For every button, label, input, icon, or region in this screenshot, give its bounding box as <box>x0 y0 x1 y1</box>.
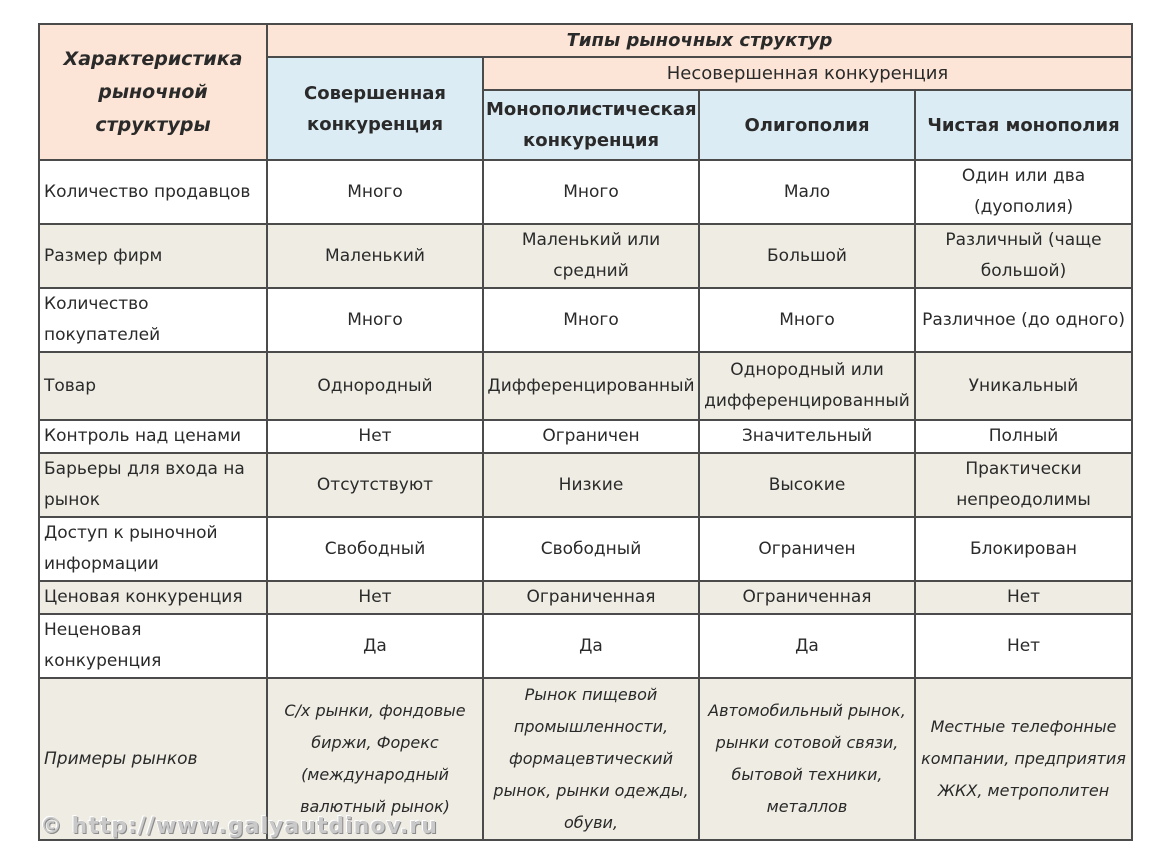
row-label: Контроль над ценами <box>39 420 267 453</box>
table-cell: Отсутствуют <box>267 453 483 517</box>
table-cell: Много <box>483 288 699 352</box>
row-label: Количество покупателей <box>39 288 267 352</box>
header-market-types: Типы рыночных структур <box>267 24 1132 57</box>
header-oligopoly: Олигополия <box>699 90 915 160</box>
table-cell: С/х рынки, фондовые биржи, Форекс (международный валютный рынок) <box>267 678 483 840</box>
table-cell: Практически непреодолимы <box>915 453 1132 517</box>
row-label: Размер фирм <box>39 224 267 288</box>
watermark: © http://www.galyautdinov.ru <box>40 814 438 839</box>
table-cell: Полный <box>915 420 1132 453</box>
row-label: Количество продавцов <box>39 160 267 224</box>
table-row <box>39 352 1132 420</box>
row-label: Неценовая конкуренция <box>39 614 267 678</box>
row-label: Барьеры для входа на рынок <box>39 453 267 517</box>
table-row <box>39 581 1132 614</box>
header-pure-monopoly: Чистая монополия <box>915 90 1132 160</box>
table-cell: Да <box>483 614 699 678</box>
table-row <box>39 224 1132 288</box>
table-cell: Свободный <box>267 517 483 581</box>
header-imperfect-competition: Несовершенная конкуренция <box>483 57 1132 90</box>
header-monopolistic-competition: Монополистическая конкуренция <box>483 90 699 160</box>
table-cell: Значительный <box>699 420 915 453</box>
row-label: Примеры рынков <box>39 678 267 840</box>
table-cell: Нет <box>267 420 483 453</box>
table-cell: Низкие <box>483 453 699 517</box>
table-cell: Ограниченная <box>483 581 699 614</box>
table-cell: Нет <box>915 581 1132 614</box>
table-cell: Автомобильный рынок, рынки сотовой связи, бытовой техники, металлов <box>699 678 915 840</box>
table-cell: Много <box>483 160 699 224</box>
table-cell: Маленький <box>267 224 483 288</box>
table-cell: Много <box>699 288 915 352</box>
table-cell: Различный (чаще большой) <box>915 224 1132 288</box>
table-cell: Уникальный <box>915 352 1132 420</box>
table-row <box>39 517 1132 581</box>
table-cell: Маленький или средний <box>483 224 699 288</box>
header-perfect-competition: Совершенная конкуренция <box>267 57 483 160</box>
market-structures-table <box>38 23 1133 841</box>
table-cell: Ограничен <box>699 517 915 581</box>
table-cell: Много <box>267 160 483 224</box>
table-cell: Один или два (дуополия) <box>915 160 1132 224</box>
table-cell: Рынок пищевой промышленности, формацевтический рынок, рынки одежды, обуви, <box>483 678 699 840</box>
table-row <box>39 614 1132 678</box>
table-cell: Нет <box>915 614 1132 678</box>
market-structures-table-container <box>38 23 1131 833</box>
table-cell: Различное (до одного) <box>915 288 1132 352</box>
table-cell: Свободный <box>483 517 699 581</box>
table-cell: Мало <box>699 160 915 224</box>
table-row <box>39 160 1132 224</box>
table-cell: Да <box>699 614 915 678</box>
table-row <box>39 288 1132 352</box>
table-cell: Местные телефонные компании, предприятия ЖКХ, метрополитен <box>915 678 1132 840</box>
header-characteristic: Характеристика рыночной структуры <box>39 24 267 160</box>
row-label: Товар <box>39 352 267 420</box>
table-cell: Большой <box>699 224 915 288</box>
table-cell: Однородный или дифференцированный <box>699 352 915 420</box>
header-row-1 <box>39 24 1132 57</box>
table-cell: Да <box>267 614 483 678</box>
table-cell: Высокие <box>699 453 915 517</box>
table-cell: Ограниченная <box>699 581 915 614</box>
row-label: Доступ к рыночной информации <box>39 517 267 581</box>
table-cell: Нет <box>267 581 483 614</box>
table-cell: Ограничен <box>483 420 699 453</box>
table-cell: Блокирован <box>915 517 1132 581</box>
row-label: Ценовая конкуренция <box>39 581 267 614</box>
table-cell: Много <box>267 288 483 352</box>
table-row <box>39 420 1132 453</box>
table-cell: Однородный <box>267 352 483 420</box>
table-row <box>39 453 1132 517</box>
table-cell: Дифференцированный <box>483 352 699 420</box>
